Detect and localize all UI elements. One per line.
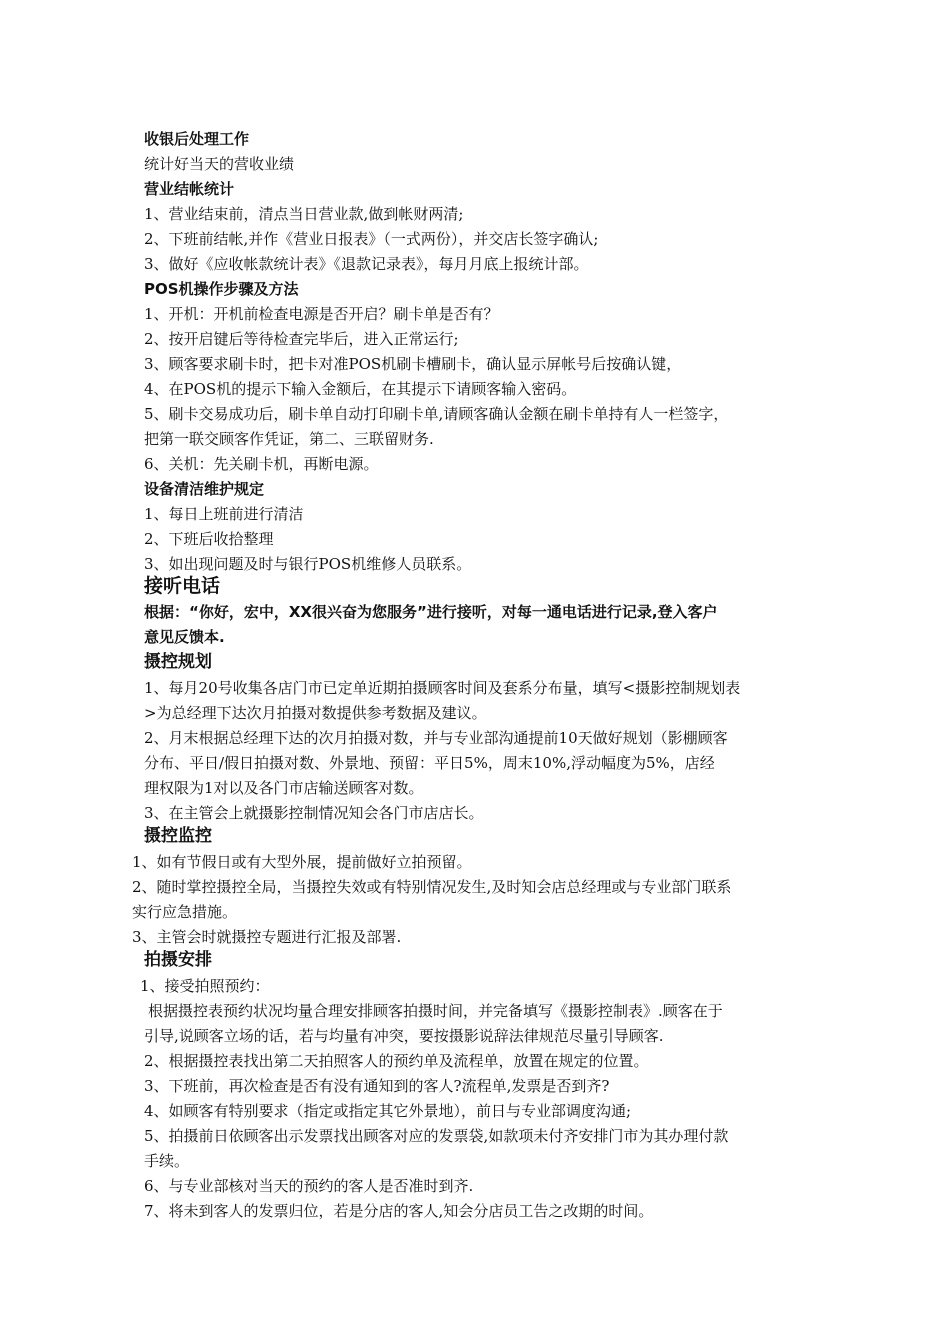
text-line: >为总经理下达次月拍摄对数提供参考数据及建议。 [144, 704, 487, 722]
section-heading: 根据：“你好，宏中，XX很兴奋为您服务”进行接听，对每一通电话进行记录,登入客户 [144, 603, 718, 621]
section-heading: POS机操作步骤及方法 [144, 280, 299, 298]
text-line: 4、如顾客有特别要求（指定或指定其它外景地），前日与专业部调度沟通; [144, 1102, 632, 1120]
text-line: 引导,说顾客立场的话，若与均量有冲突，要按摄影说辞法律规范尽量引导顾客. [144, 1027, 664, 1045]
section-heading: 摄控监控 [144, 826, 212, 846]
text-line: 2、下班后收拾整理 [144, 530, 274, 548]
text-line: 实行应急措施。 [132, 903, 238, 921]
text-line: 2、随时掌控摄控全局，当摄控失效或有特别情况发生,及时知会店总经理或与专业部门联系 [132, 878, 732, 896]
text-line: 把第一联交顾客作凭证，第二、三联留财务. [144, 430, 434, 448]
text-line: 2、按开启键后等待检查完毕后，进入正常运行; [144, 330, 459, 348]
text-line: 1、接受拍照预约： [140, 977, 270, 995]
section-heading: 设备清洁维护规定 [144, 480, 265, 498]
text-line: 手续。 [144, 1152, 190, 1170]
text-line: 1、营业结束前，清点当日营业款,做到帐财两清; [144, 205, 464, 223]
text-line: 根据摄控表预约状况均量合理安排顾客拍摄时间，并完备填写《摄影控制表》.顾客在于 [148, 1002, 723, 1020]
text-line: 2、月末根据总经理下达的次月拍摄对数，并与专业部沟通提前10天做好规划（影棚顾客 [144, 729, 728, 747]
text-line: 3、如出现问题及时与银行POS机维修人员联系。 [144, 555, 472, 573]
text-line: 5、刷卡交易成功后，刷卡单自动打印刷卡单,请顾客确认金额在刷卡单持有人一栏签字， [144, 405, 729, 423]
text-line: 4、在POS机的提示下输入金额后，在其提示下请顾客输入密码。 [144, 380, 577, 398]
section-heading: 接听电话 [144, 575, 221, 597]
text-line: 7、将未到客人的发票归位，若是分店的客人,知会分店员工告之改期的时间。 [144, 1202, 654, 1220]
text-line: 3、主管会时就摄控专题进行汇报及部署. [132, 928, 402, 946]
text-line: 1、每月20号收集各店门市已定单近期拍摄顾客时间及套系分布量，填写<摄影控制规划表 [144, 679, 741, 697]
text-line: 3、做好《应收帐款统计表》《退款记录表》，每月月底上报统计部。 [144, 255, 589, 273]
text-line: 2、下班前结帐,并作《营业日报表》（一式两份），并交店长签字确认; [144, 230, 599, 248]
text-line: 分布、平日/假日拍摄对数、外景地、预留：平日5%，周末10%,浮动幅度为5%，店经 [144, 754, 715, 772]
text-line: 1、每日上班前进行清洁 [144, 505, 304, 523]
text-line: 6、关机：先关刷卡机，再断电源。 [144, 455, 379, 473]
text-line: 统计好当天的营收业绩 [144, 155, 295, 173]
section-heading: 拍摄安排 [144, 950, 212, 970]
text-line: 3、顾客要求刷卡时，把卡对准POS机刷卡槽刷卡，确认显示屏帐号后按确认键， [144, 355, 682, 373]
text-line: 3、下班前，再次检查是否有没有通知到的客人?流程单,发票是否到齐? [144, 1077, 610, 1095]
text-line: 3、在主管会上就摄影控制情况知会各门市店店长。 [144, 804, 484, 822]
text-line: 6、与专业部核对当天的预约的客人是否准时到齐. [144, 1177, 474, 1195]
text-line: 5、拍摄前日依顾客出示发票找出顾客对应的发票袋,如款项未付齐安排门市为其办理付款 [144, 1127, 729, 1145]
section-heading: 收银后处理工作 [144, 130, 250, 148]
text-line: 1、如有节假日或有大型外展，提前做好立拍预留。 [132, 853, 472, 871]
section-heading: 摄控规划 [144, 652, 212, 672]
section-heading: 意见反馈本. [144, 628, 225, 646]
text-line: 2、根据摄控表找出第二天拍照客人的预约单及流程单，放置在规定的位置。 [144, 1052, 649, 1070]
text-line: 1、开机：开机前检查电源是否开启？刷卡单是否有？ [144, 305, 499, 323]
text-line: 理权限为1对以及各门市店输送顾客对数。 [144, 779, 424, 797]
section-heading: 营业结帐统计 [144, 180, 235, 198]
